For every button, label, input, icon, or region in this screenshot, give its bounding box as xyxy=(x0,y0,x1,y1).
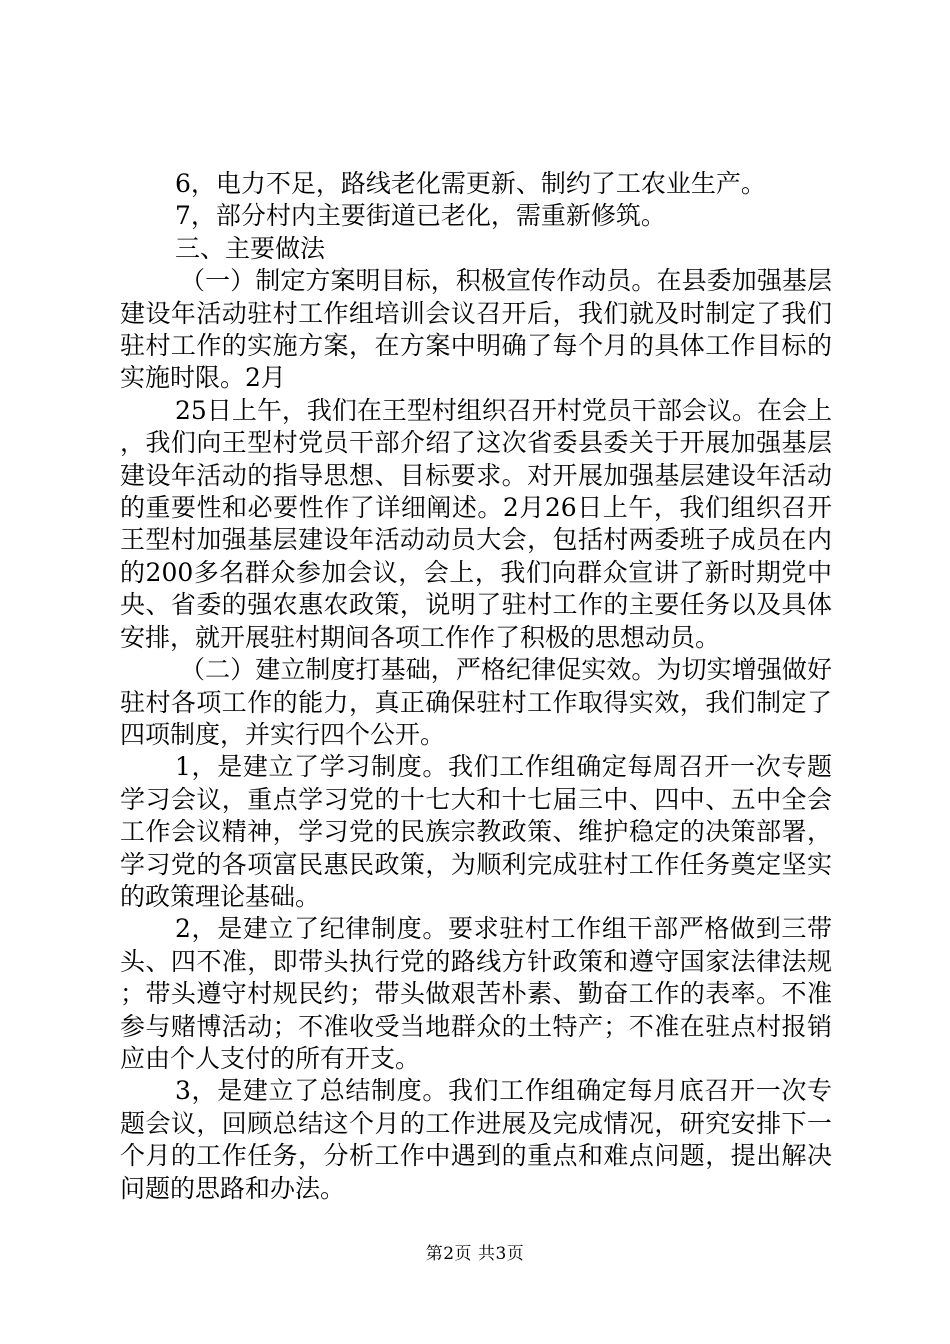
page-number-footer: 第2页 共3页 xyxy=(425,1244,525,1264)
paragraph-plan-goals: （一）制定方案明目标，积极宣传作动员。在县委加强基层建设年活动驻村工作组培训会议召开后，我们就及时制定了我们驻村工作的实施方案，在方案中明确了每个月的具体工作目标的实施时限。2月 xyxy=(120,266,832,393)
paragraph-item-7: 7，部分村内主要街道已老化，需重新修筑。 xyxy=(175,201,666,231)
paragraph-item-6: 6，电力不足，路线老化需更新、制约了工农业生产。 xyxy=(175,169,766,198)
paragraph-summary-system: 3，是建立了总结制度。我们工作组确定每月底召开一次专题会议，回顾总结这个月的工作进展及完成情况，研究安排下一个月的工作任务，分析工作中遇到的重点和难点问题，提出解决问题的思路和办法。 xyxy=(120,1076,832,1203)
section-heading-main-methods: 三、主要做法 xyxy=(175,233,326,263)
paragraph-establish-systems: （二）建立制度打基础，严格纪律促实效。为切实增强做好驻村各项工作的能力，真正确保驻村工作取得实效，我们制定了四项制度，并实行四个公开。 xyxy=(120,655,832,749)
paragraph-study-system: 1，是建立了学习制度。我们工作组确定每周召开一次专题学习会议，重点学习党的十七大和十七届三中、四中、五中全会工作会议精神，学习党的民族宗教政策、维护稳定的决策部署，学习党的各项富民惠民政策，为顺利完成驻村工作任务奠定坚实的政策理论基础。 xyxy=(120,752,832,911)
document-body xyxy=(120,168,832,1205)
paragraph-meeting-feb-25: 25日上午，我们在王型村组织召开村党员干部会议。在会上，我们向王型村党员干部介绍了这次省委县委关于开展加强基层建设年活动的指导思想、目标要求。对开展加强基层建设年活动的重要性和必要性作了详细阐述。2月26日上午，我们组织召开王型村加强基层建设年活动动员大会，包括村两委班子成员在内的200多名群众参加会议，会上，我们向群众宣讲了新时期党中央、省委的强农惠农政策，说明了驻村工作的主要任务以及具体安排，就开展驻村期间各项工作作了积极的思想动员。 xyxy=(120,395,832,652)
paragraph-discipline-system: 2，是建立了纪律制度。要求驻村工作组干部严格做到三带头、四不准，即带头执行党的路线方针政策和遵守国家法律法规；带头遵守村规民约；带头做艰苦朴素、勤奋工作的表率。不准参与赌博活动；不准收受当地群众的土特产；不准在驻点村报销应由个人支付的所有开支。 xyxy=(120,914,832,1073)
